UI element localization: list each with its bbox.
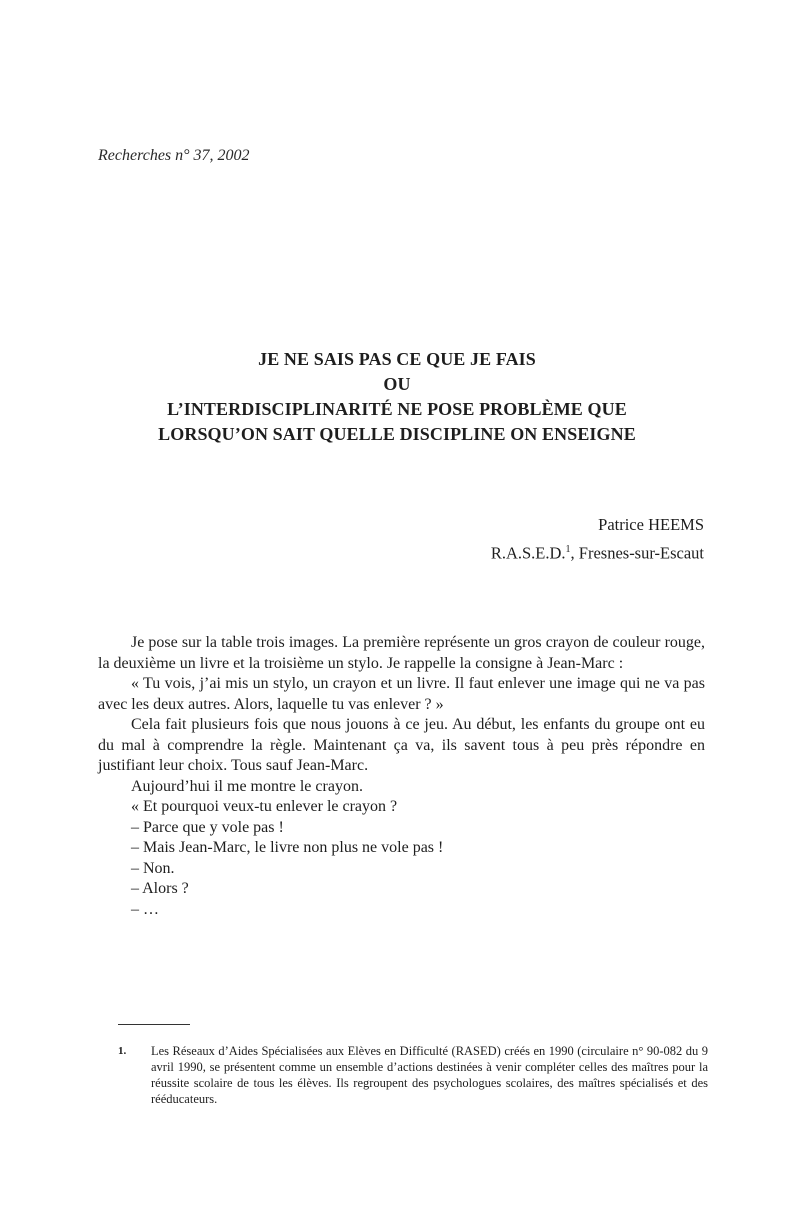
footnote-reference: 1 xyxy=(565,544,571,555)
affiliation-acronym: R.A.S.E.D. xyxy=(490,543,566,563)
dialogue-line-6: – … xyxy=(131,900,159,918)
article-title xyxy=(0,347,794,447)
dialogue-line-5: – Alors ? xyxy=(131,880,189,897)
footnote xyxy=(118,1043,708,1107)
author-name: Patrice HEEMS xyxy=(598,515,704,534)
paragraph-4: Aujourd’hui il me montre le crayon. xyxy=(131,777,363,795)
title-line-1: JE NE SAIS PAS CE QUE JE FAIS xyxy=(258,349,536,369)
title-line-4: LORSQU’ON SAIT QUELLE DISCIPLINE ON ENSEIGNE xyxy=(158,424,636,444)
paragraph-2: « Tu vois, j’ai mis un stylo, un crayon et un livre. Il faut enlever une image qui ne va pas avec les deux autres. Alors, laquelle tu vas enlever ? » xyxy=(98,675,705,713)
paragraph-3: Cela fait plusieurs fois que nous jouons à ce jeu. Au début, les enfants du groupe ont eu du mal à comprendre la règle. Maintenant ça va, ils savent tous à peu près répondre en justifiant leur choix. Tous sauf Jean-Marc. xyxy=(98,716,705,774)
dialogue-line-2: – Parce que y vole pas ! xyxy=(131,818,284,836)
affiliation-place: , Fresnes-sur-Escaut xyxy=(570,543,704,563)
author-affiliation xyxy=(491,537,704,566)
running-head: Recherches n° 37, 2002 xyxy=(98,147,250,164)
title-line-3: L’INTERDISCIPLINARITÉ NE POSE PROBLÈME QUE xyxy=(167,399,627,419)
footnote-text: Les Réseaux d’Aides Spécialisées aux Elèves en Difficulté (RASED) créés en 1990 (circulaire n° 90-082 du 9 avril 1990, se présentent comme un ensemble d’actions destinées à venir compléter celles des maîtres pour la réussite scolaire de tous les élèves. Ils regroupent des psychologues scolaires, des maîtres spécialisés et des rééducateurs. xyxy=(151,1044,708,1106)
paragraph-1: Je pose sur la table trois images. La première représente un gros crayon de couleur rouge, la deuxième un livre et la troisième un stylo. Je rappelle la consigne à Jean-Marc : xyxy=(98,634,705,672)
footnote-separator xyxy=(118,1024,190,1025)
dialogue-line-4: – Non. xyxy=(131,859,175,877)
body-text xyxy=(98,633,705,920)
title-line-2: OU xyxy=(383,374,411,394)
footnote-mark: 1. xyxy=(118,1045,127,1057)
dialogue-line-3: – Mais Jean-Marc, le livre non plus ne vole pas ! xyxy=(131,839,444,856)
author-block xyxy=(491,512,704,566)
dialogue-line-1: « Et pourquoi veux-tu enlever le crayon ? xyxy=(131,798,398,815)
